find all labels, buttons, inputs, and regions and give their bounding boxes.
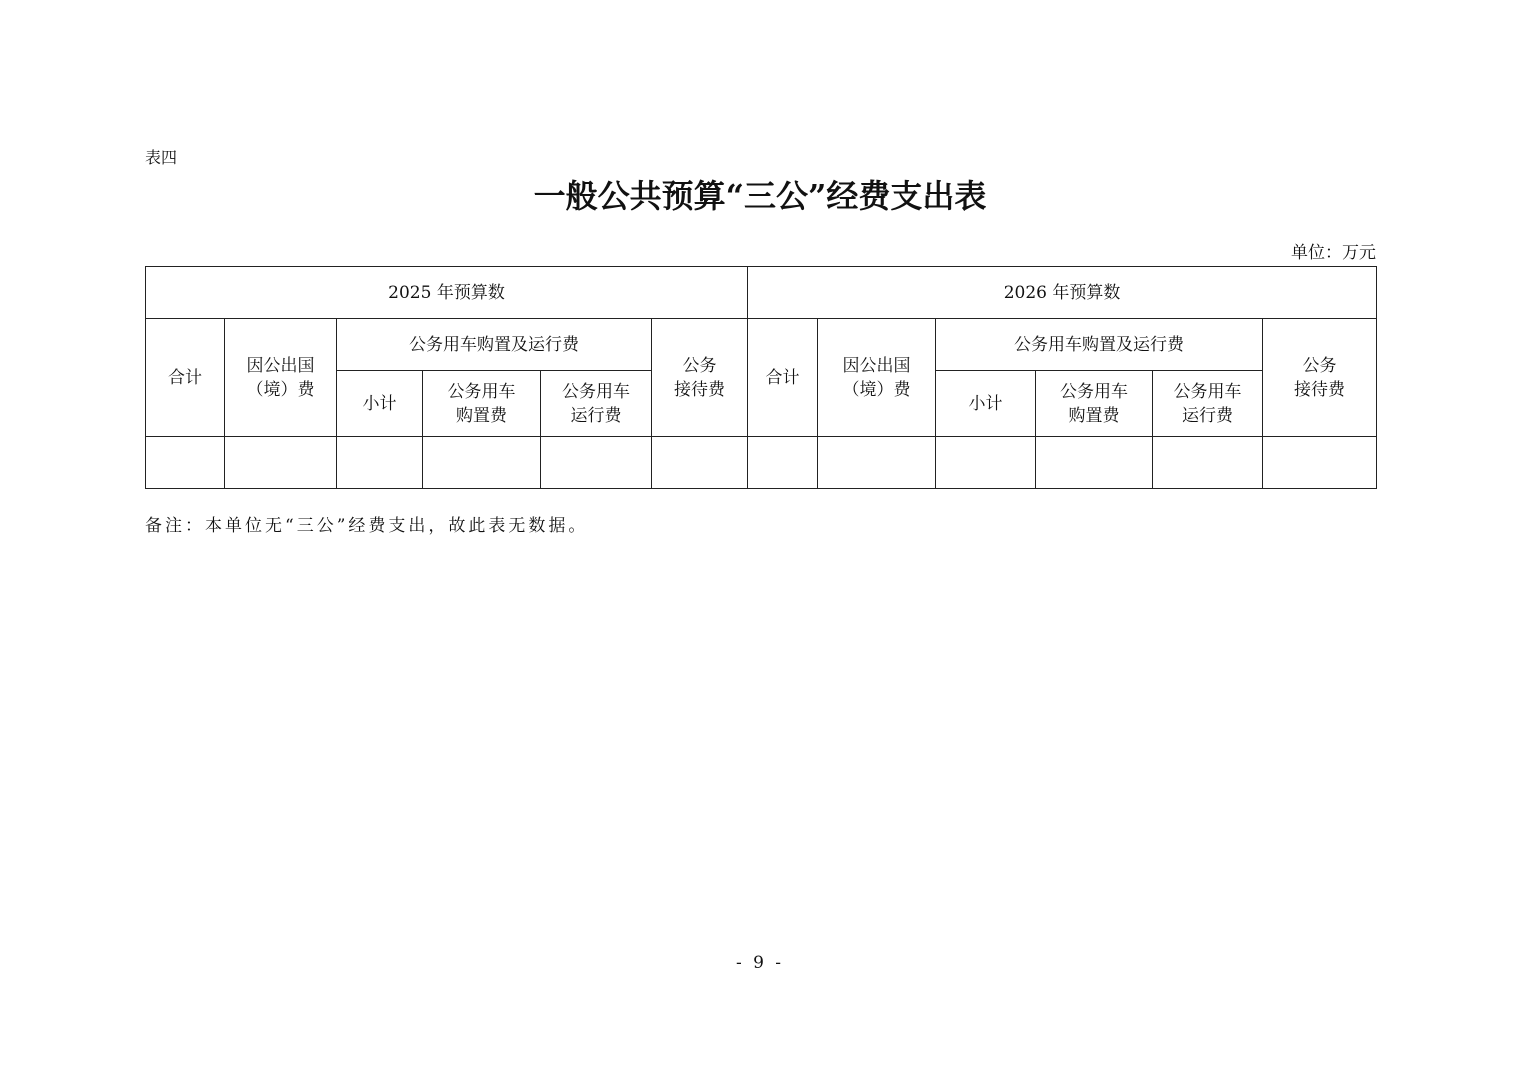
three-public-expenditure-table xyxy=(145,266,1377,489)
header-abroad-2026: 因公出国 （境）费 xyxy=(818,319,936,437)
year-2026-header: 2026 年预算数 xyxy=(748,267,1377,319)
header-subtotal-2025: 小计 xyxy=(337,371,423,437)
data-cell xyxy=(225,437,337,489)
header-total-2025: 合计 xyxy=(146,319,225,437)
unit-label: 单位：万元 xyxy=(1291,243,1376,263)
data-cell xyxy=(748,437,818,489)
document-title: 一般公共预算“三公”经费支出表 xyxy=(533,177,987,215)
year-2025-header: 2025 年预算数 xyxy=(146,267,748,319)
data-row xyxy=(146,437,1377,489)
data-cell xyxy=(541,437,652,489)
data-cell xyxy=(146,437,225,489)
page-number: - 9 - xyxy=(735,953,785,973)
data-cell xyxy=(652,437,748,489)
data-cell xyxy=(423,437,541,489)
header-reception-2026: 公务 接待费 xyxy=(1263,319,1377,437)
header-operation-2026: 公务用车 运行费 xyxy=(1153,371,1263,437)
data-cell xyxy=(818,437,936,489)
year-header-row xyxy=(146,267,1377,319)
header-purchase-2025: 公务用车 购置费 xyxy=(423,371,541,437)
header-vehicle-2025: 公务用车购置及运行费 xyxy=(337,319,652,371)
header-operation-2025: 公务用车 运行费 xyxy=(541,371,652,437)
data-cell xyxy=(936,437,1036,489)
data-cell xyxy=(337,437,423,489)
header-subtotal-2026: 小计 xyxy=(936,371,1036,437)
header-vehicle-2026: 公务用车购置及运行费 xyxy=(936,319,1263,371)
data-cell xyxy=(1263,437,1377,489)
remark-note: 备注：本单位无“三公”经费支出，故此表无数据。 xyxy=(145,516,589,536)
data-cell xyxy=(1153,437,1263,489)
header-total-2026: 合计 xyxy=(748,319,818,437)
header-reception-2025: 公务 接待费 xyxy=(652,319,748,437)
header-purchase-2026: 公务用车 购置费 xyxy=(1036,371,1153,437)
column-header-row xyxy=(146,319,1377,371)
data-cell xyxy=(1036,437,1153,489)
table-label: 表四 xyxy=(145,148,178,167)
header-abroad-2025: 因公出国 （境）费 xyxy=(225,319,337,437)
